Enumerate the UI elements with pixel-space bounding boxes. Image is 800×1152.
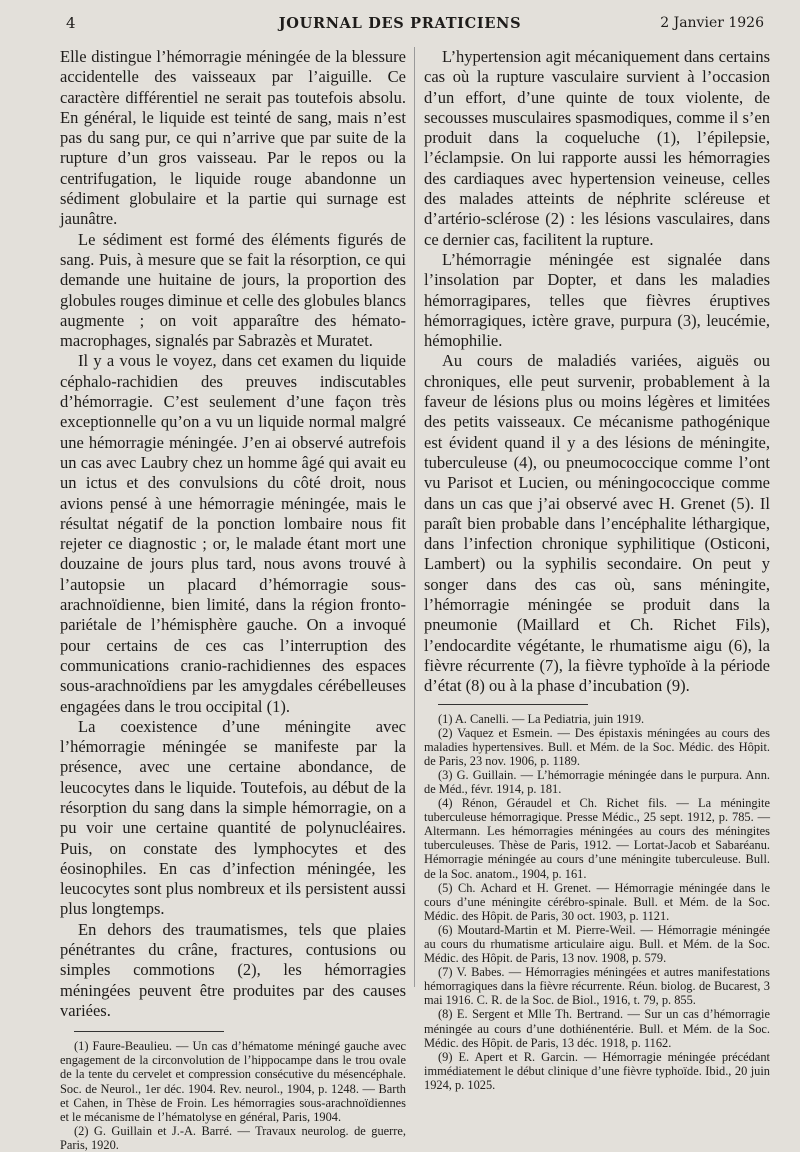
paragraph: L’hémorragie méningée est signalée dans l’insolation par Dopter, et dans les maladies hémorragipares, telles que fièvres éruptives hémorragiques, ictère grave, purpura (3), leucémie, hémophilie. (424, 249, 770, 351)
paragraph: Il y a vous le voyez, dans cet examen du liquide céphalo-rachidien des preuves indiscutables d’hémorragie. C’est seulement d’une façon très exceptionnelle qu’on a vu un liquide normal malgré une hémorragie méningée. J’en ai observé autrefois un cas avec Laubry chez un homme âgé qui avait eu un ictus et des convulsions du côté droit, nous avions pensé à une hémorragie méningée, mais le résultat négatif de la ponction lombaire nous fit rejeter ce diagnostic ; or, le malade étant mort une douzaine de jours plus tard, nous avons trouvé à l’autopsie un placard d’hémorragie sous-arachnoïdienne, bien limité, dans la région fronto-pariétale de l’hémisphère gauche. On a invoqué pour certains de ces cas l’interruption des communications cranio-rachidiennes des espaces sous-arachnoïdiens par les amygdales cérébelleuses engagées dans le trou occipital (1). (60, 351, 406, 716)
left-footnotes (60, 1039, 406, 1152)
paragraph: Au cours de maladiés variées, aiguës ou chroniques, elle peut survenir, probablement à la faveur de lésions plus ou moins légères et limitées des petits vaisseaux. Ce mécanisme pathogénique est évident quand il y a des lésions de méningite, tuberculeuse (4), ou pneumococcique comme l’ont vu Parisot et Lucien, ou méningococcique comme dans un cas que j’ai observé avec H. Grenet (5). Il paraît bien probable dans l’encéphalite léthargique, dans l’infection chronique syphilitique (Osticoni, Lambert) ou la syphilis secondaire. On peut y songer dans des cas où, sans méningite, l’hémorragie méningée se produit dans la pneumonie (Maillard et Ch. Richet Fils), l’endocardite végétante, le rhumatisme aigu (6), la fièvre récurrente (7), la fièvre typhoïde à la période d’état (8) ou à la phase d’incubation (9). (424, 351, 770, 696)
page-header (0, 14, 800, 40)
footnote: (2) Vaquez et Esmein. — Des épistaxis méningées au cours des maladies hypertensives. Bull. et Mém. de la Soc. Médic. des Hôpit. de Paris, 23 nov. 1906, p. 1189. (424, 725, 770, 768)
left-body (60, 47, 406, 1021)
left-column (60, 47, 406, 1152)
footnote: (8) E. Sergent et Mlle Th. Bertrand. — Sur un cas d’hémorragie méningée au cours d’une dothiénentérie. Bull. et Mém. de la Soc. Médic. des Hôpit. de Paris, 13 déc. 1918, p. 1162. (424, 1007, 770, 1050)
footnote-divider (438, 704, 588, 705)
journal-title: JOURNAL DES PRATICIENS (278, 15, 522, 32)
paragraph: Elle distingue l’hémorragie méningée de la blessure accidentelle des vaisseaux par l’aiguille. Ce caractère différentiel ne serait pas toutefois absolu. En général, le liquide est teinté de sang, mais n’est pas du sang pur, ce qui n’arrive que par suite de la rupture d’un gros vaisseau. Par le repos ou la centrifugation, le liquide rouge abandonne un sédiment globulaire et la partie qui surnage est jaunâtre. (60, 47, 406, 229)
page-number: 4 (66, 14, 76, 32)
footnote: (1) Faure-Beaulieu. — Un cas d’hématome méningé gauche avec engagement de la circonvolution de l’hippocampe dans le trou ovale de la tente du cervelet et compression consécutive du mésencéphale. Soc. de Neurol., 1er déc. 1904. Rev. neurol., 1904, p. 1248. — Barth et Cahen, in Thèse de Froin. Les hémorragies sous-arachnoïdiennes et le mécanisme de l’hématolyse en général, Paris, 1904. (60, 1039, 406, 1124)
issue-date: 2 Janvier 1926 (660, 15, 764, 31)
paragraph: La coexistence d’une méningite avec l’hémorragie méningée se manifeste par la présence, avec une certaine abondance, de leucocytes dans le liquide. Toutefois, au début de la résorption du sang dans la simple hémorragie, on a pu voir une certaine quantité de polynucléaires. Puis, on constate des lymphocytes et des éosinophiles. En cas d’infection méningée, les leucocytes sont plus nombreux et ils persistent aussi plus longtemps. (60, 716, 406, 919)
footnote: (6) Moutard-Martin et M. Pierre-Weil. — Hémorragie méningée au cours du rhumatisme articulaire aigu. Bull. et Mém. de la Soc. Médic. des Hôpit. de Paris, 13 nov. 1908, p. 579. (424, 922, 770, 966)
footnote: (1) A. Canelli. — La Pediatria, juin 1919. (438, 711, 645, 726)
paragraph: L’hypertension agit mécaniquement dans certains cas où la rupture vasculaire survient à l’occasion d’un effort, d’une quinte de toux violente, de secousses musculaires spasmodiques, comme il s’en produit dans la coqueluche (1), l’épilepsie, l’éclampsie. On lui rapporte aussi les hémorragies des cardiaques avec hypertension veineuse, celles des malades atteints de néphrite scléreuse et d’artério-sclérose (2) : les lésions vasculaires, dans ce dernier cas, facilitent la rupture. (424, 47, 770, 249)
footnote: (9) E. Apert et R. Garcin. — Hémorragie méningée précédant immédiatement le début clinique d’une fièvre typhoïde. Ibid., 20 juin 1924, p. 1025. (424, 1049, 770, 1092)
right-body (424, 47, 770, 697)
footnote: (7) V. Babes. — Hémorragies méningées et autres manifestations hémorragiques dans la fièvre récurrente. Réun. biolog. de Bucarest, 3 mai 1916. C. R. de la Soc. de Biol., 1916, t. 79, p. 855. (424, 965, 770, 1008)
right-footnotes (424, 712, 770, 1093)
footnote: (4) Rénon, Géraudel et Ch. Richet fils. — La méningite tuberculeuse hémorragique. Presse Médic., 25 sept. 1912, p. 785. — Altermann. Les hémorragies méningées au cours des méningites tuberculeuses. Thèse de Paris, 1912. — Lortat-Jacob et Sabaréanu. Hémorragie méningée au cours d’une méningite tuberculeuse. Bull. de la Soc. anatom., 1904, p. 161. (424, 796, 770, 881)
paragraph: Le sédiment est formé des éléments figurés de sang. Puis, à mesure que se fait la résorption, ce qui demande une huitaine de jours, la proportion des globules rouges diminue et celle des globules blancs augmente ; on voit apparaître des hémato-macrophages, signalés par Sabrazès et Muratet. (60, 229, 406, 351)
footnote: (3) G. Guillain. — L’hémorragie méningée dans le purpura. Ann. de Méd., févr. 1914, p. 181. (424, 767, 770, 796)
paragraph: En dehors des traumatismes, tels que plaies pénétrantes du crâne, fractures, contusions ou simples commotions (2), les hémorragies méningées peuvent être produites par des causes variées. (60, 919, 406, 1020)
right-column (424, 47, 770, 1092)
footnote: (5) Ch. Achard et H. Grenet. — Hémorragie méningée dans le cours d’une méningite cérébro-spinale. Bull. et Mém. de la Soc. Médic. des Hôpit. de Paris, 30 oct. 1903, p. 1121. (424, 880, 770, 923)
footnote-divider (74, 1031, 224, 1032)
footnote: (2) G. Guillain et J.-A. Barré. — Travaux neurolog. de guerre, Paris, 1920. (60, 1123, 406, 1152)
column-divider (414, 47, 415, 987)
